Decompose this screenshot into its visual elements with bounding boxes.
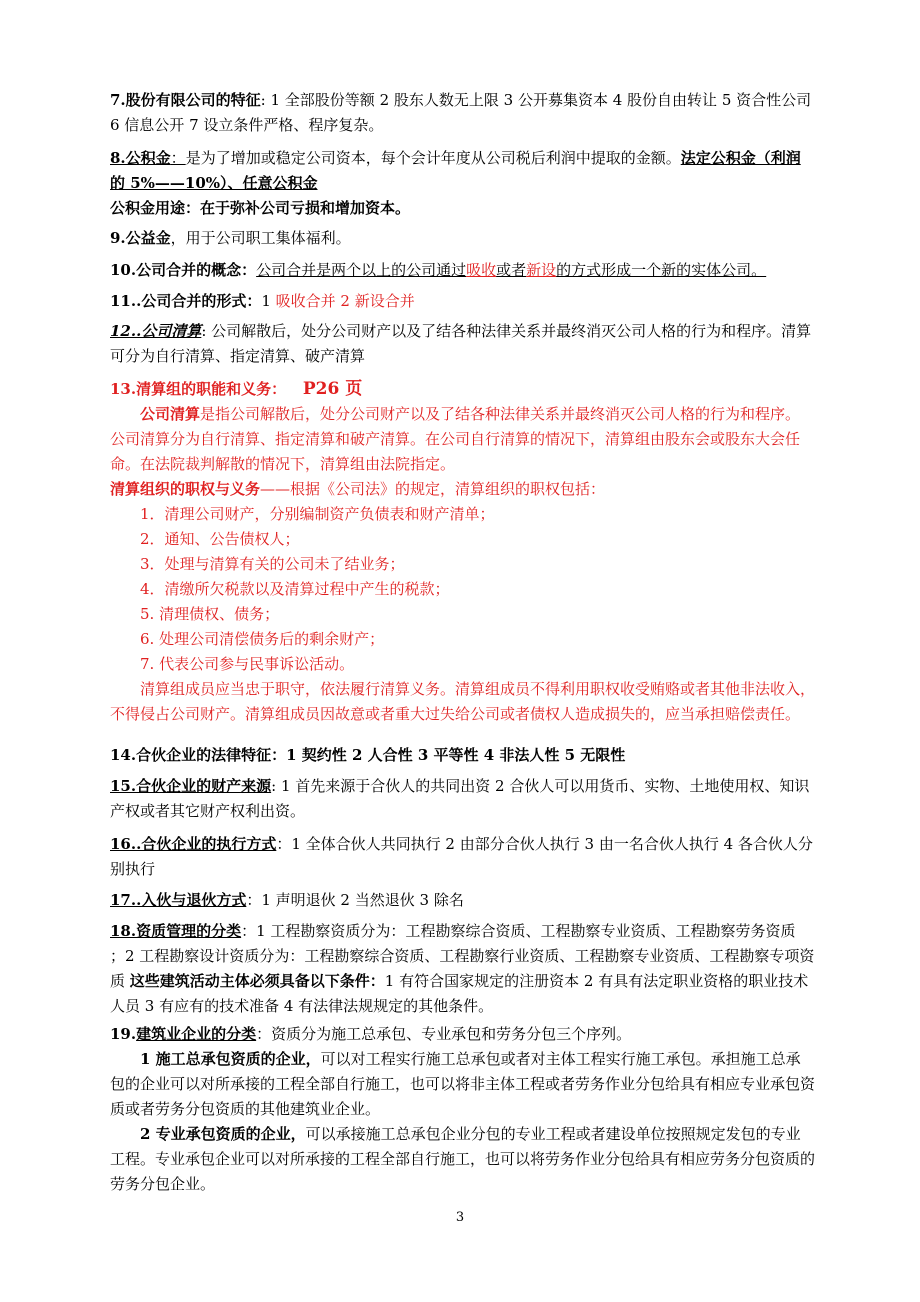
section-17-body: 1 声明退伙 2 当然退伙 3 除名	[261, 891, 464, 909]
section-14-body: 1 契约性 2 人合性 3 平等性 4 非法人性 5 无限性	[286, 746, 626, 764]
section-10-absorb: 吸收	[466, 261, 497, 279]
section-16-sep: ：	[276, 835, 292, 853]
section-19-para-1	[110, 1047, 815, 1122]
section-15-title: 15.合伙企业的财产来源	[110, 777, 272, 795]
section-10-new: 新设	[526, 261, 557, 279]
section-8-legal: 法定公积金（利润的 5%——10%）、任意公积金	[110, 149, 801, 192]
section-13-para-3: 清算组成员应当忠于职守，依法履行清算义务。清算组成员不得利用职权收受贿赂或者其他非法收入，不得侵占公司财产。清算组成员因故意或者重大过失给公司或者债权人造成损失的，应当承担赔偿责任。	[110, 680, 816, 723]
section-8-usage: 公积金用途：在于弥补公司亏损和增加资本。	[110, 199, 411, 217]
page-number: 3	[455, 1210, 465, 1225]
section-7-body: 1 全部股份等额 2 股东人数无上限 3 公开募集资本 4 股份自由转让 5 资合性公司 6 信息公开 7 设立条件严格、程序复杂。	[110, 91, 812, 134]
section-9-title: 9.公益金	[110, 229, 171, 247]
section-13-para-2-text: ——根据《公司法》的规定，清算组织的职权包括：	[260, 480, 606, 498]
section-12-title: 12..公司清算	[110, 322, 202, 340]
section-9	[110, 226, 815, 251]
section-7-sep: :	[260, 91, 271, 109]
section-14	[110, 743, 815, 768]
section-11	[110, 289, 815, 314]
section-18-title: 18.资质管理的分类	[110, 922, 242, 940]
section-19-para-2-text: 可以承接施工总承包企业分包的专业工程或者建设单位按照规定发包的专业工程。专业承包企业可以对所承接的工程全部自行施工，也可以将劳务作业分包给具有相应劳务分包资质的劳务分包企业。	[110, 1125, 816, 1193]
section-8-sep: ：	[170, 149, 186, 167]
section-10	[110, 258, 815, 283]
section-17	[110, 888, 815, 913]
section-16-body: 1 全体合伙人共同执行 2 由部分合伙人执行 3 由一名合伙人执行 4 各合伙人分别执行	[110, 835, 813, 878]
list-item: 3．处理与清算有关的公司未了结业务；	[140, 555, 405, 573]
section-18-body: 1 工程勘察资质分为：工程勘察综合资质、工程勘察专业资质、工程勘察劳务资质 ；2 工程勘察设计资质分为：工程勘察综合资质、工程勘察行业资质、工程勘察专业资质、工程勘察专项资质	[110, 922, 815, 990]
section-19-para-1-bold: 1 施工总承包资质的企业，	[140, 1050, 321, 1068]
section-10-title: 10.公司合并的概念：	[110, 261, 257, 279]
section-12-sep: :	[201, 322, 212, 340]
section-18-sep: ：	[241, 922, 257, 940]
section-9-body: ，用于公司职工集体福利。	[170, 229, 351, 247]
section-10-text-3: 的方式形成一个新的实体公司。	[556, 261, 767, 279]
section-15	[110, 774, 815, 824]
section-13-para-1-text: 是指公司解散后，处分公司财产以及了结各种法律关系并最终消灭公司人格的行为和程序。公司清算分为自行清算、指定清算和破产清算。在公司自行清算的情况下，清算组由股东会或股东大会任命。在法院裁判解散的情况下，清算组由法院指定。	[110, 405, 801, 473]
section-10-text-2: 或者	[496, 261, 527, 279]
section-18-cond: 1 有符合国家规定的注册资本 2 有具有法定职业资格的职业技术人员 3 有应有的技术准备 4 有法律法规规定的其他条件。	[110, 972, 809, 1015]
section-19-heading	[110, 1022, 815, 1047]
section-19	[110, 1022, 815, 1197]
section-19-title: 建筑业企业的分类	[136, 1025, 257, 1043]
section-8	[110, 146, 815, 221]
section-17-title: 17..入伙与退伙方式	[110, 891, 247, 909]
section-12	[110, 319, 815, 369]
section-11-pre: 1	[261, 292, 276, 310]
section-13-para-1	[110, 402, 815, 477]
section-8-body: 是为了增加或稳定公司资本，每个会计年度从公司税后利润中提取的金额。	[185, 149, 681, 167]
section-19-title-prefix: 19.	[110, 1025, 137, 1043]
section-13-para-2-bold: 清算组织的职权与义务	[110, 480, 261, 498]
section-13-title: 13.清算组的职能和义务：	[110, 380, 287, 398]
list-item: 7. 代表公司参与民事诉讼活动。	[140, 655, 355, 673]
section-19-body: 资质分为施工总承包、专业承包和劳务分包三个序列。	[271, 1025, 632, 1043]
section-14-title: 14.合伙企业的法律特征：	[110, 746, 287, 764]
list-item: 6. 处理公司清偿债务后的剩余财产；	[140, 630, 385, 648]
section-15-sep: :	[271, 777, 281, 795]
list-item: 5. 清理债权、债务；	[140, 605, 280, 623]
section-11-title: 11..公司合并的形式：	[110, 292, 262, 310]
section-13-page-ref: P26 页	[302, 379, 363, 399]
section-11-body: 吸收合并 2 新设合并	[275, 292, 415, 310]
section-13-para-2	[110, 477, 815, 502]
section-10-text-1: 公司合并是两个以上的公司通过	[256, 261, 467, 279]
section-19-para-1-text: 可以对工程实行施工总承包或者对主体工程实行施工承包。承担施工总承包的企业可以对所承接的工程全部自行施工，也可以将非主体工程或者劳务作业分包给具有相应专业承包资质或者劳务分包资质的其他建筑业企业。	[110, 1050, 816, 1118]
section-15-body: 1 首先来源于合伙人的共同出资 2 合伙人可以用货币、实物、土地使用权、知识产权或者其它财产权利出资。	[110, 777, 810, 820]
section-8-title: 8.公积金	[110, 149, 171, 167]
section-13-heading	[110, 377, 815, 402]
list-item: 2．通知、公告债权人；	[140, 530, 300, 548]
list-item: 1．清理公司财产，分别编制资产负债表和财产清单；	[140, 505, 495, 523]
section-16	[110, 832, 815, 882]
section-17-sep: ：	[246, 891, 262, 909]
section-13-para-1-bold: 公司清算	[140, 405, 201, 423]
section-19-para-2-bold: 2 专业承包资质的企业，	[140, 1125, 306, 1143]
section-7-title: 7.股份有限公司的特征	[110, 91, 261, 109]
section-7	[110, 88, 815, 138]
section-19-sep: ：	[256, 1025, 272, 1043]
section-13	[110, 377, 815, 727]
section-18	[110, 919, 815, 1019]
list-item: 4．清缴所欠税款以及清算过程中产生的税款；	[140, 580, 450, 598]
section-19-para-2	[110, 1122, 815, 1197]
section-18-cond-bold: 这些建筑活动主体必须具备以下条件：	[129, 972, 385, 990]
section-12-body: 公司解散后，处分公司财产以及了结各种法律关系并最终消灭公司人格的行为和程序。清算可分为自行清算、指定清算、破产清算	[110, 322, 812, 365]
section-16-title: 16..合伙企业的执行方式	[110, 835, 277, 853]
